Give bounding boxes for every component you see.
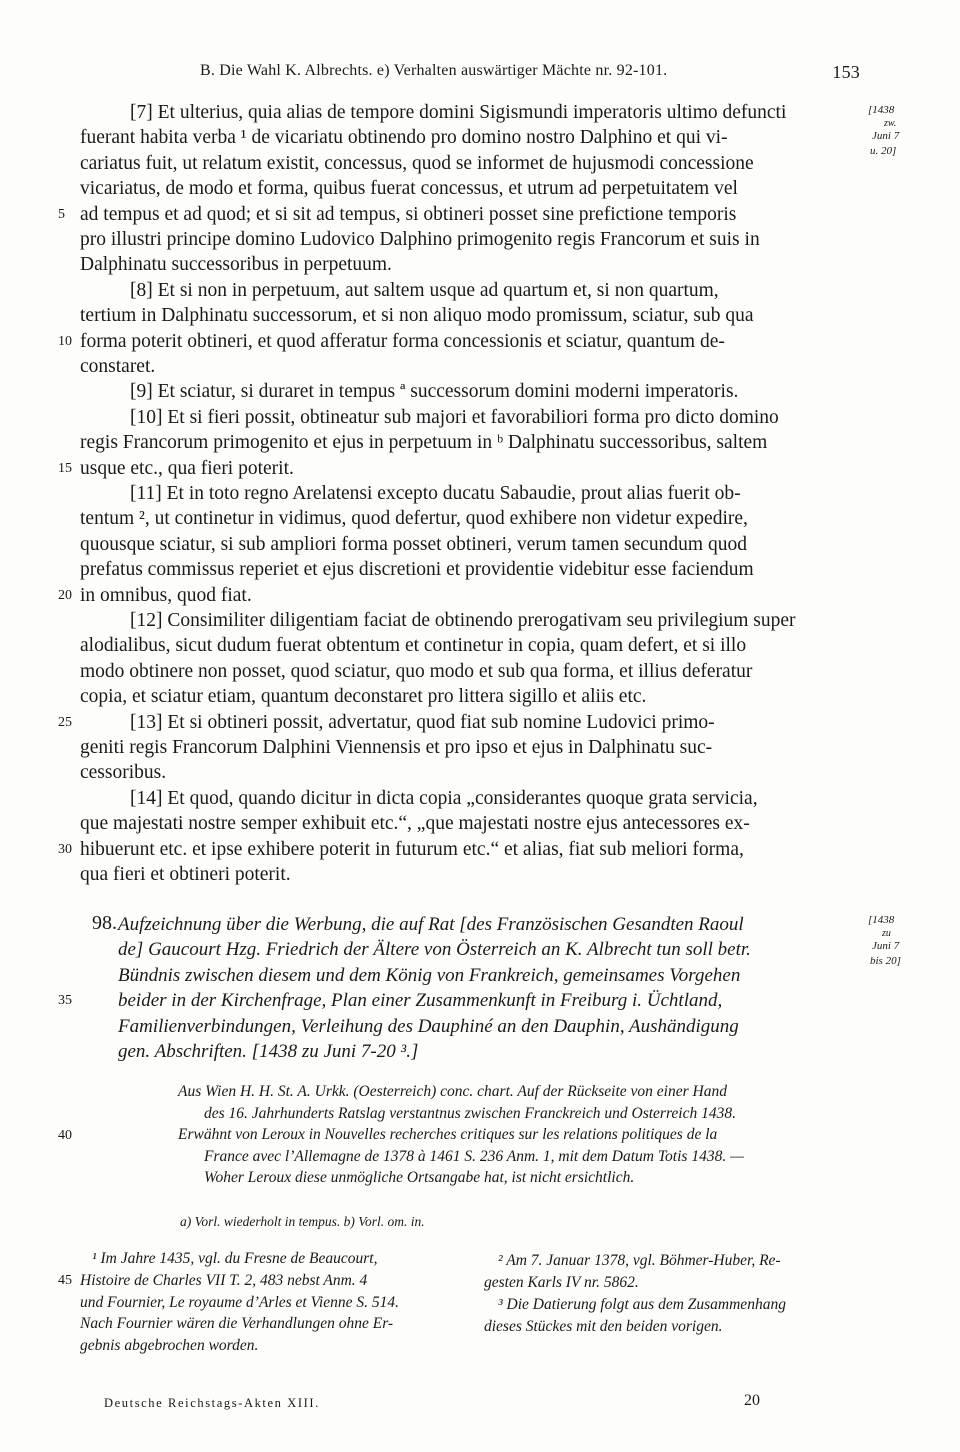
- textual-apparatus: a) Vorl. wiederholt in tempus. b) Vorl. om. in.: [180, 1214, 425, 1229]
- text-line: qua fieri et obtineri poterit.: [80, 864, 291, 885]
- source-line: Erwähnt von Leroux in Nouvelles recherches critiques sur les relations politiques de la: [178, 1126, 718, 1143]
- title-line: Familienverbindungen, Verleihung des Dauphiné an den Dauphin, Aushändigung: [118, 1015, 739, 1037]
- title-line: de] Gaucourt Hzg. Friedrich der Ältere von Österreich an K. Albrecht tun soll betr.: [118, 939, 751, 961]
- margin-note-line: zu: [882, 928, 891, 939]
- text-line: forma poterit obtineri, et quod afferatur forma concessionis et sciatur, quantum de-: [80, 330, 725, 352]
- line-number: 10: [58, 333, 72, 349]
- title-line: Bündnis zwischen diesem und dem König von Frankreich, gemeinsames Vorgehen: [118, 964, 741, 986]
- source-line: Aus Wien H. H. St. A. Urkk. (Oesterreich) conc. chart. Auf der Rückseite von einer Hand: [178, 1083, 727, 1100]
- margin-note-line: u. 20]: [870, 145, 897, 157]
- text-line: tertium in Dalphinatu successorum, et si non aliquo modo promissum, sciatur, sub qua: [80, 305, 754, 327]
- text-line: hibuerunt etc. et ipse exhibere poterit in futurum etc.“ et alias, fiat sub meliori forma,: [80, 838, 744, 860]
- margin-note-line: zw.: [884, 118, 897, 129]
- footnote-line: dieses Stückes mit den beiden vorigen.: [484, 1318, 723, 1335]
- line-number: 25: [58, 714, 72, 730]
- text-line: [14] Et quod, quando dicitur in dicta copia „considerantes quoque grata servicia,: [130, 787, 758, 809]
- title-line: gen. Abschriften. [1438 zu Juni 7-20 ³.]: [118, 1041, 419, 1062]
- text-line: pro illustri principe domino Ludovico Dalphino primogenito regis Francorum et suis in: [80, 229, 760, 250]
- running-header: [200, 62, 860, 80]
- margin-note-line: bis 20]: [870, 955, 901, 967]
- doc-margin-date-note: [868, 914, 948, 968]
- margin-note-line: Juni 7: [872, 940, 900, 952]
- source-line: des 16. Jahrhunderts Ratslag verstantnus zwischen Franckreich und Osterreich 1438.: [204, 1104, 736, 1122]
- page-number: 153: [832, 62, 860, 82]
- text-line: [9] Et sciatur, si duraret in tempus ª successorum domini moderni imperatoris.: [130, 381, 739, 403]
- line-number: 40: [58, 1128, 72, 1143]
- text-line: cariatus fuit, ut relatum existit, concessus, quod se informet de hujusmodi concessione: [80, 152, 754, 174]
- document-number: 98.: [92, 912, 117, 934]
- line-number: 20: [58, 587, 72, 603]
- text-line: prefatus commissus reperiet et ejus discretioni et providentie videbitur esse faciendum: [80, 559, 754, 581]
- footnote-line: und Fournier, Le royaume d’Arles et Vienne S. 514.: [80, 1293, 399, 1311]
- source-line: Woher Leroux diese unmögliche Ortsangabe hat, ist nicht ersichtlich.: [204, 1169, 635, 1186]
- text-line: cessoribus.: [80, 762, 167, 784]
- text-line: quousque sciatur, si sub ampliori forma posset obtineri, verum tamen secundum quod: [80, 533, 747, 555]
- footnote-line: ³ Die Datierung folgt aus dem Zusammenhang: [498, 1296, 786, 1313]
- text-line: vicariatus, de modo et forma, quibus fuerat concessus, et utrum ad perpetuitatem vel: [80, 178, 738, 200]
- line-number: 35: [58, 993, 72, 1009]
- title-line: Aufzeichnung über die Werbung, die auf Rat [des Französischen Gesandten Raoul: [118, 914, 744, 935]
- source-line: France avec l’Allemagne de 1378 à 1461 S. 236 Anm. 1, mit dem Datum Totis 1438. —: [204, 1147, 744, 1165]
- footnote-line: ¹ Im Jahre 1435, vgl. du Fresne de Beaucourt,: [92, 1250, 378, 1267]
- text-line: fuerant habita verba ¹ de vicariatu obtinendo pro domino nostro Dalphino et qui vi-: [80, 127, 728, 149]
- line-number: 45: [58, 1272, 72, 1288]
- text-line: modo obtinere non posset, quod sciatur, quo modo et sub qua forma, et illius deferatur: [80, 660, 753, 682]
- running-title: B. Die Wahl K. Albrechts. e) Verhalten auswärtiger Mächte nr. 92-101.: [200, 62, 668, 79]
- footnote-line: gesten Karls IV nr. 5862.: [484, 1274, 639, 1291]
- text-line: constaret.: [80, 356, 156, 377]
- text-line: usque etc., qua fieri poterit.: [80, 457, 294, 479]
- margin-note-line: Juni 7: [872, 130, 900, 142]
- text-line: copia, et sciatur etiam, quantum deconstaret pro littera sigillo et aliis etc.: [80, 686, 647, 708]
- footnote-line: Histoire de Charles VII T. 2, 483 nebst Anm. 4: [80, 1271, 368, 1289]
- line-number: 30: [58, 841, 72, 857]
- text-line: ad tempus et ad quod; et si sit ad tempus, si obtineri posset sine prefictione temporis: [80, 203, 737, 225]
- text-line: [12] Consimiliter diligentiam faciat de obtinendo prerogativam seu privilegium super: [130, 610, 796, 631]
- line-number: 15: [58, 460, 72, 476]
- text-line: que majestati nostre semper exhibuit etc.“, „que majestati nostre ejus antecessores ex-: [80, 813, 750, 835]
- line-number: 5: [58, 206, 65, 222]
- text-line: [11] Et in toto regno Arelatensi excepto ducatu Sabaudie, prout alias fuerit ob-: [130, 483, 741, 504]
- margin-date-note: [868, 104, 948, 158]
- text-line: tentum ², ut continetur in vidimus, quod defertur, quod exhibere non videtur expedire,: [80, 508, 748, 530]
- text-line: in omnibus, quod fiat.: [80, 584, 252, 606]
- footnote-line: ² Am 7. Januar 1378, vgl. Böhmer-Huber, Re-: [498, 1252, 781, 1269]
- text-line: [7] Et ulterius, quia alias de tempore domini Sigismundi imperatoris ultimo defuncti: [130, 102, 787, 123]
- text-line: [10] Et si fieri possit, obtineatur sub majori et favorabiliori forma pro dicto domino: [130, 406, 779, 428]
- margin-note-line: [1438: [868, 104, 895, 116]
- text-line: [13] Et si obtineri possit, advertatur, quod fiat sub nomine Ludovici primo-: [130, 711, 715, 733]
- title-line: beider in der Kirchenfrage, Plan einer Zusammenkunft in Freiburg i. Üchtland,: [118, 990, 723, 1012]
- text-line: [8] Et si non in perpetuum, aut saltem usque ad quartum et, si non quartum,: [130, 279, 719, 301]
- text-line: regis Francorum primogenito et ejus in perpetuum in ᵇ Dalphinatu successoribus, saltem: [80, 432, 768, 454]
- text-line: geniti regis Francorum Dalphini Viennensis et pro ipso et ejus in Dalphinatu suc-: [80, 737, 713, 758]
- margin-note-line: [1438: [868, 914, 895, 926]
- text-line: alodialibus, sicut dudum fuerat obtentum et continetur in copia, quam defert, et si illo: [80, 635, 747, 657]
- text-line: Dalphinatu successoribus in perpetuum.: [80, 254, 392, 276]
- footnote-line: gebnis abgebrochen worden.: [80, 1337, 259, 1355]
- sheet-signature: 20: [744, 1392, 760, 1409]
- series-footer: Deutsche Reichstags-Akten XIII.: [104, 1396, 320, 1410]
- footnote-line: Nach Fournier wären die Verhandlungen ohne Er-: [80, 1315, 394, 1333]
